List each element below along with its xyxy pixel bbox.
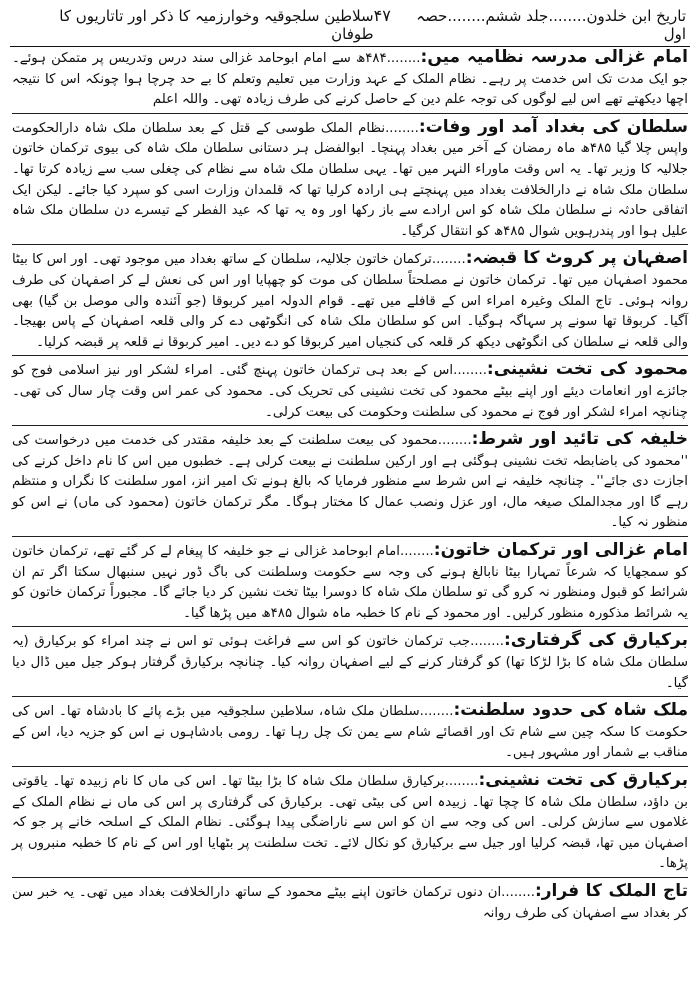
paragraph [12,248,688,353]
section [12,630,688,694]
section [12,47,688,111]
section-divider [12,425,688,426]
section-divider [12,536,688,537]
section-text: ........سلطان ملک شاہ، سلاطین سلجوقیہ میں بڑے پائے کا بادشاہ تھا۔ اس کی حکومت کا سکہ چین سے شام تک اور اقصائے شام سے یمن تک چل رہا تھا۔ رومی بادشاہوں نے اس کو جزیہ دیا، اس کے مناقب بے شمار اور مشہور ہیں۔ [12,704,688,761]
section-text: ........برکیارق سلطان ملک شاہ کا بڑا بیٹا تھا۔ اس کی ماں کا نام زبیدہ تھا۔ یاقوتی بن داؤد، سلطان ملک شاہ کا چچا تھا۔ زبیدہ اس کی بیٹی تھی۔ برکیارق کی گرفتاری پر اس کی ماں نے نظام الملک کے غلاموں سے سازش کرلی۔ اس کی وجہ سے ان کو اس سے ناراضگی پیدا ہوگئی۔ نظام الملک کے اسلحہ خانے پر جو کہ اصفہان میں تھا، قبضہ کرلیا اور جیل سے برکیارق کو نکال لائے۔ تخت سلطنت پر بٹھایا اور اس کے نام کا خطبہ منبروں پر پڑھا۔ [12,774,688,872]
section-text: ........ترکمان خاتون جلالیہ، سلطان کے ساتھ بغداد میں موجود تھی۔ اور اس کا بیٹا محمود اصفہان میں تھا۔ ترکمان خاتون نے مصلحتاً سلطان کی موت کو چھپایا اور اس کی نعش لے کر اصفہان کی طرف روانہ ہوئی۔ تاج الملک وغیرہ امراء اس کے قافلے میں تھے۔ قوام الدولہ امیر کربوقا (جو آئندہ والی موصل بن گیا) بھی آگیا۔ کربوقا تھا سونے پر سہاگہ ہوگیا۔ اس کو سلطان ملک شاہ کی انگوٹھی دے کر والی قلعہ اصفہان کے پاس بھیجا۔ والی قلعہ نے سلطان کی انگوٹھی دیکھ کر قلعہ کی کنجیاں امیر کربوقا کو دے دیں۔ امیر کربوقا نے قلعہ پر قبضہ کرلیا۔ [12,252,688,350]
paragraph [12,881,688,924]
page-body [10,47,690,924]
section-heading: محمود کی تخت نشینی: [486,359,688,380]
book-title: تاریخ ابن خلدون [586,7,686,25]
running-header [10,4,690,47]
section-divider [12,766,688,767]
section-text: ........امام ابوحامد غزالی نے جو خلیفہ کا پیغام لے کر گئے تھے، ترکمان خاتون کو سمجھایا کہ شرعاً تمہارا بیٹا نابالغ ہونے کی وجہ سے حکومت وسلطنت کی باگ ڈور نہیں سنبھال سکتا اگر تم ان شرائط کو قبول ومنظور نہ کرو گی تو سلطان ملک شاہ کا دوسرا بیٹا تخت نشین کر دیا جائے گا۔ مجبوراً ترکمان خاتون کو یہ شرائط مذکورہ منظور کرلیں۔ اور محمود کے نام کا خطبہ ماہ شوال ۴۸۵ھ میں پڑھا گیا۔ [12,544,688,621]
book-title-group [391,7,686,43]
section [12,881,688,924]
section [12,700,688,764]
section-heading: برکیارق کی گرفتاری: [503,630,689,651]
section-divider [12,877,688,878]
part-label: حصہ اول [416,7,686,43]
section [12,248,688,353]
section-text: ........نظام الملک طوسی کے قتل کے بعد سلطان ملک شاہ دارالحکومت واپس چلا گیا ۴۸۵ھ ماہ رمضان کے آخر میں بغداد پہنچا۔ ابوالفضل ہر دستانی سلطان ملک شاہ کی بیوی ترکمان خاتون جلالیہ کا وزیر تھا۔ یہ اس وقت ماوراء النہر میں تھا۔ یہی سلطان ملک شاہ سے نظام کی چغلی سب سے زیادہ کرتا تھا۔ سلطان ملک شاہ نے دارالخلافت بغداد میں پہنچتے ہی ارادہ کرلیا تھا کہ قلمدان وزارت اسی کو سپرد کیا جائے۔ لیکن ایک اتفاقی حادثہ نے سلطان ملک شاہ کو اس ارادے سے باز رکھا اور وہ یہ تھا کہ عید الفطر کے تیسرے دن سلطان ملک شاہ علیل ہوا اور پندرہویں شوال ۴۸۵ھ کو انتقال کرگیا۔ [12,120,689,239]
section-heading: امام غزالی مدرسہ نظامیہ میں: [420,47,689,67]
paragraph [12,47,688,111]
header-sep: ........ [447,7,486,25]
section-heading: امام غزالی اور ترکمان خاتون: [433,540,688,561]
section-divider [12,113,688,114]
paragraph [12,770,688,875]
section-heading: ملک شاہ کی حدود سلطنت: [453,700,688,721]
header-sep: ........ [548,7,587,25]
section-heading: سلطان کی بغداد آمد اور وفات: [418,116,688,137]
paragraph [12,700,688,764]
section-text: ........۴۸۴ھ سے امام ابوحامد غزالی سند درس وتدریس پر متمکن ہوئے۔ جو ایک مدت تک اس خدمت پر رہے۔ نظام الملک کے عہد وزارت میں تعلیم وتعلم کا بے حد چرچا ہوا چونکہ اس کا نتیجہ اچھا دیکھتے تھے اس لیے لوگوں کی توجہ علم دین کے حاصل کرنے کی طرف زیادہ تھی۔ واللہ اعلم [12,51,688,108]
section-text: ........اس کے بعد ہی ترکمان خاتون پہنچ گئی۔ امراء لشکر اور نیز اسلامی فوج کو جائزے اور انعامات دیئے اور اپنے بیٹے محمود کی تخت نشینی کی تحریک کی۔ محمود کی عمر اس وقت چار سال کی تھی۔ چنانچہ امراء لشکر اور فوج نے محمود کی سلطنت وحکومت کی بیعت کرلی۔ [12,363,688,420]
section-heading: برکیارق کی تخت نشینی: [478,770,689,790]
section-text: ........ان دنوں ترکمان خاتون اپنے بیٹے محمود کے ساتھ دارالخلافت بغداد میں تھی۔ یہ خبر سن کر بغداد سے اصفہان کی طرف روانہ [12,884,688,921]
running-title: سلاطین سلجوقیہ وخوارزمیہ کا ذکر اور تاتاریوں کا طوفان [59,7,374,43]
section-heading: تاج الملک کا فرار: [534,880,688,901]
section [12,770,688,875]
section-text: ........جب ترکمان خاتون کو اس سے فراغت ہوئی تو اس نے چند امراء کو برکیارق (یہ سلطان ملک شاہ کا بڑا لڑکا تھا) کو گرفتار کرنے کے لیے اصفہان روانہ کیا۔ چنانچہ برکیارق گرفتار ہوکر جیل میں ڈال دیا گیا۔ [12,634,688,691]
paragraph [12,630,688,694]
paragraph [12,117,688,243]
page-number: ۴۷ [373,6,391,25]
section-heading: اصفہان پر کروٹ کا قبضہ: [465,248,688,269]
section [12,429,688,534]
volume-label: جلد ششم [485,7,549,25]
section-divider [12,696,688,697]
section-text: ........محمود کی بیعت سلطنت کے بعد خلیفہ مقتدر کی خدمت میں درخواست کی ''محمود کی باضابطہ تخت نشینی ہوگئی ہے اور ارکین سلطنت نے بیعت کرلی ہے۔ خطبوں میں اس کا نام داخل کرنے کی اجازت دی جائے''۔ چنانچہ خلیفہ نے اس شرط سے منظور فرمایا کہ بالغ ہونے تک امیر انز، امور سلطنت کا نگراں و منتظم رہے گا اور مجدالملک صیغہ مال، اور عزل ونصب عمال کا مختار ہوگا۔ مگر ترکمان خاتون (محمود کی ماں) نے اس کو منظور نہ کیا۔ [12,433,688,531]
section [12,540,688,624]
section [12,359,688,423]
section-divider [12,355,688,356]
paragraph [12,359,688,423]
section-divider [12,626,688,627]
section-heading: خلیفہ کی تائید اور شرط: [471,429,688,450]
section-divider [12,244,688,245]
paragraph [12,540,688,624]
paragraph [12,429,688,534]
section [12,117,688,243]
